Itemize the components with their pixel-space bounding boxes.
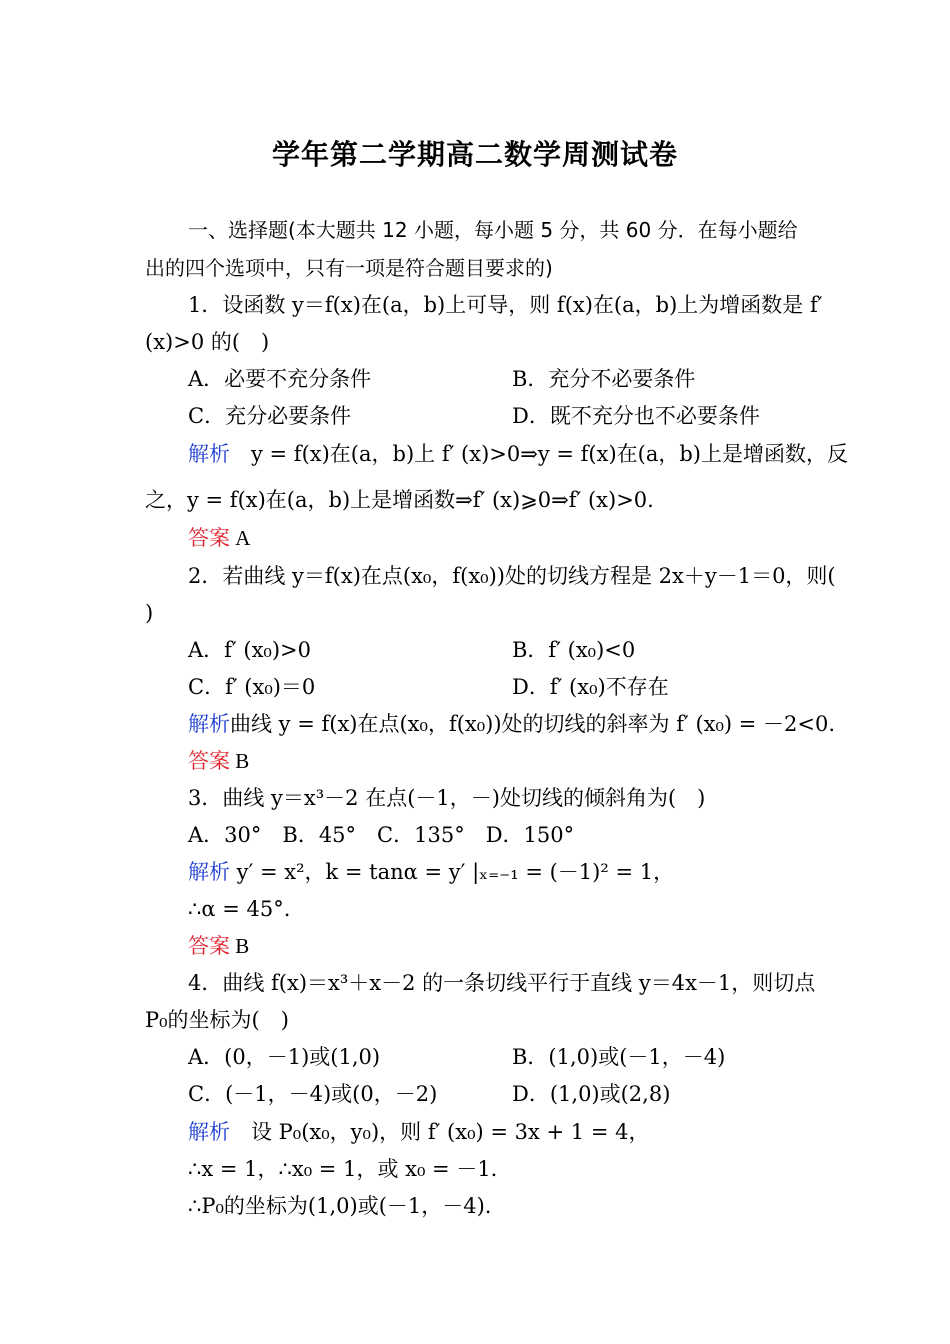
q2-stem-line-1: 2．若曲线 y＝f(x)在点(x₀，f(x₀))处的切线方程是 2x＋y－1＝0，则( [188, 564, 836, 588]
q4-analysis-label: 解析 [188, 1120, 230, 1144]
q2-option-d: D．f′ (x₀)不存在 [512, 675, 669, 699]
q1-answer-value: A [230, 526, 251, 550]
q2-answer-value: B [230, 749, 250, 773]
q2-answer-label: 答案 [188, 749, 230, 773]
q2-analysis-line-1 [188, 710, 835, 738]
q3-analysis-line-1 [188, 858, 674, 886]
q4-analysis-text-1: 设 P₀(x₀，y₀)，则 f′ (x₀) = 3x + 1 = 4， [230, 1120, 650, 1144]
q4-analysis-line-2: ∴x = 1，∴x₀ = 1，或 x₀ = －1. [188, 1157, 498, 1181]
q2-analysis-text-1: 曲线 y = f(x)在点(x₀，f(x₀))处的切线的斜率为 f′ (x₀) = －2<0. [230, 712, 836, 736]
q1-option-a: A．必要不充分条件 [188, 367, 372, 391]
q3-answer-label: 答案 [188, 934, 230, 958]
q3-answer-line [188, 932, 249, 960]
q1-analysis-label: 解析 [188, 442, 230, 466]
q2-option-a: A．f′ (x₀)>0 [188, 638, 311, 662]
q4-analysis-line-3: ∴P₀的坐标为(1,0)或(－1，－4). [188, 1194, 492, 1218]
q1-analysis-text-1: y = f(x)在(a，b)上 f′ (x)>0⇒y = f(x)在(a，b)上是增函数，反 [230, 442, 848, 466]
q3-analysis-text-1: y′ = x²，k = tanα = y′ |ₓ₌₋₁ = (－1)² = 1， [230, 860, 675, 884]
q2-answer-line [188, 747, 249, 775]
q4-stem-line-1: 4．曲线 f(x)＝x³＋x－2 的一条切线平行于直线 y＝4x－1，则切点 [188, 971, 816, 995]
q3-stem-line-1: 3．曲线 y＝x³－2 在点(－1，－)处切线的倾斜角为( ) [188, 786, 706, 810]
page-title: 学年第二学期高二数学周测试卷 [271, 138, 678, 171]
q4-option-d: D．(1,0)或(2,8) [512, 1082, 671, 1106]
q4-analysis-line-1 [188, 1118, 649, 1146]
section-heading-line-1: 一、选择题(本大题共 12 小题，每小题 5 分，共 60 分．在每小题给 [188, 218, 798, 242]
q1-answer-label: 答案 [188, 526, 230, 550]
q3-analysis-label: 解析 [188, 860, 230, 884]
section-heading-line-2: 出的四个选项中，只有一项是符合题目要求的) [145, 256, 553, 280]
q4-stem-line-2: P₀的坐标为( ) [145, 1008, 289, 1032]
q1-answer-line [188, 524, 250, 552]
q4-option-b: B．(1,0)或(－1，－4) [512, 1045, 726, 1069]
q2-stem-line-2: ) [145, 601, 154, 625]
q2-option-c: C．f′ (x₀)＝0 [188, 675, 316, 699]
q1-option-b: B．充分不必要条件 [512, 367, 696, 391]
q1-option-d: D．既不充分也不必要条件 [512, 404, 760, 428]
q3-options: A．30° B．45° C．135° D．150° [188, 823, 575, 847]
q2-option-b: B．f′ (x₀)<0 [512, 638, 636, 662]
q3-answer-value: B [230, 934, 250, 958]
q1-option-c: C．充分必要条件 [188, 404, 352, 428]
q1-stem-line-1: 1．设函数 y＝f(x)在(a，b)上可导，则 f(x)在(a，b)上为增函数是 f′ [188, 293, 823, 317]
q1-analysis-line-1 [188, 440, 848, 468]
q1-stem-line-2: (x)>0 的( ) [145, 330, 270, 354]
q3-analysis-line-2: ∴α = 45°. [188, 897, 291, 921]
q2-analysis-label: 解析 [188, 712, 230, 736]
q4-option-c: C．(－1，－4)或(0，－2) [188, 1082, 438, 1106]
q1-analysis-line-2: 之，y = f(x)在(a，b)上是增函数⇒f′ (x)⩾0⇒f′ (x)>0. [145, 488, 654, 512]
q4-option-a: A．(0，－1)或(1,0) [188, 1045, 381, 1069]
